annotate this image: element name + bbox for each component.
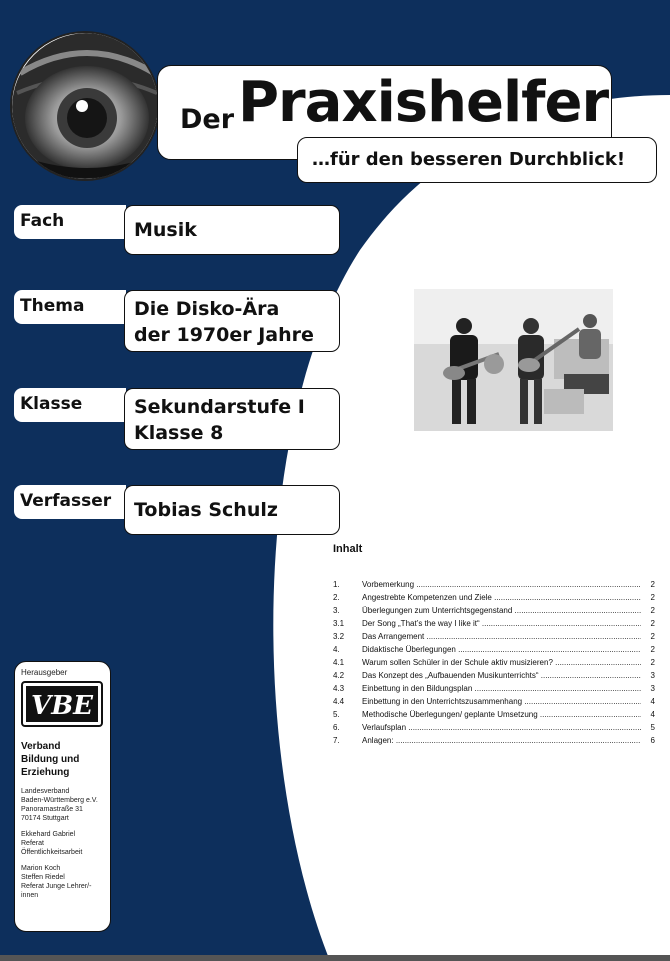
vbe-logo-text: VBE: [31, 691, 93, 721]
toc-page: 2: [650, 645, 655, 654]
toc-row: [333, 591, 655, 604]
toc-row: [333, 734, 655, 747]
toc-num: 4.: [333, 645, 340, 654]
toc-row: [333, 643, 655, 656]
toc-title: Inhalt: [333, 543, 363, 555]
thema-value-line-2: der 1970er Jahre: [134, 324, 314, 346]
toc-page: 6: [650, 736, 655, 745]
org-name-line: Verband: [21, 741, 61, 752]
contact-line: Steffen Riedel: [21, 874, 65, 881]
title-prefix: Der: [180, 104, 235, 135]
thema-value-line-1: Die Disko-Ära: [134, 298, 280, 320]
toc-label: Anlagen: .....: [362, 734, 641, 747]
toc-row: [333, 695, 655, 708]
toc-row: [333, 656, 655, 669]
toc-num: 7.: [333, 736, 340, 745]
toc-row: [333, 682, 655, 695]
toc-page: 3: [650, 671, 655, 680]
address-line: Landesverband: [21, 788, 70, 795]
toc-label: Methodische Überlegungen/ geplante Umsetzung .....: [362, 708, 641, 721]
toc-num: 1.: [333, 580, 340, 589]
toc-num: 4.1: [333, 658, 345, 667]
toc-num: 3.1: [333, 619, 345, 628]
toc-label: Verlaufsplan .....: [362, 721, 641, 734]
toc-page: 2: [650, 632, 655, 641]
page-title: Praxishelfer: [238, 70, 609, 135]
toc-num: 4.4: [333, 697, 345, 706]
toc-label: Einbettung in den Bildungsplan .....: [362, 682, 641, 695]
toc-page: 2: [650, 580, 655, 589]
verfasser-label: Verfasser: [14, 485, 126, 519]
verfasser-value-box: [124, 485, 340, 535]
toc-page: 2: [650, 658, 655, 667]
toc-page: 4: [650, 697, 655, 706]
toc-label: Vorbemerkung .....: [362, 578, 641, 591]
toc-row: [333, 578, 655, 591]
klasse-value-line-1: Sekundarstufe I: [134, 396, 305, 418]
toc-num: 2.: [333, 593, 340, 602]
address-line: Baden-Württemberg e.V.: [21, 797, 98, 804]
toc-row: [333, 721, 655, 734]
eye-image: [10, 31, 160, 181]
toc-page: 2: [650, 593, 655, 602]
toc-num: 5.: [333, 710, 340, 719]
footer-bar: [0, 955, 670, 961]
contact-line: Öffentlichkeitsarbeit: [21, 849, 83, 856]
toc-page: 2: [650, 619, 655, 628]
toc-num: 4.2: [333, 671, 345, 680]
thema-value-box: [124, 290, 340, 352]
fach-label: Fach: [14, 205, 126, 239]
toc-num: 6.: [333, 723, 340, 732]
toc-label: Das Konzept des „Aufbauenden Musikunterrichts“ .....: [362, 669, 641, 682]
toc-num: 3.: [333, 606, 340, 615]
klasse-label: Klasse: [14, 388, 126, 422]
verfasser-value: Tobias Schulz: [134, 499, 278, 521]
toc-label: Einbettung in den Unterrichtszusammenhang .....: [362, 695, 641, 708]
fach-value-box: [124, 205, 340, 255]
toc-row: [333, 604, 655, 617]
toc-page: 3: [650, 684, 655, 693]
thema-label: Thema: [14, 290, 126, 324]
toc-row: [333, 669, 655, 682]
org-name-line: Bildung und: [21, 754, 80, 765]
publisher-label: Herausgeber: [21, 668, 68, 677]
toc-label: Der Song „That’s the way I like it“ .....: [362, 617, 641, 630]
toc-row: [333, 708, 655, 721]
toc-label: Überlegungen zum Unterrichtsgegenstand .....: [362, 604, 641, 617]
toc-num: 3.2: [333, 632, 345, 641]
org-name-line: Erziehung: [21, 767, 70, 778]
klasse-value-line-2: Klasse 8: [134, 422, 224, 444]
subtitle: …für den besseren Durchblick!: [312, 149, 626, 170]
toc-label: Warum sollen Schüler in der Schule aktiv musizieren? .....: [362, 656, 641, 669]
toc-page: 4: [650, 710, 655, 719]
klasse-value-box: [124, 388, 340, 450]
toc-row: [333, 630, 655, 643]
fach-value: Musik: [134, 219, 197, 241]
toc-label: Angestrebte Kompetenzen und Ziele .....: [362, 591, 641, 604]
toc-label: Didaktische Überlegungen .....: [362, 643, 641, 656]
contact-line: Referat Junge Lehrer/-: [21, 883, 92, 890]
address-line: Panoramastraße 31: [21, 806, 83, 813]
toc-page: 5: [650, 723, 655, 732]
table-of-contents: [333, 578, 655, 747]
toc-page: 2: [650, 606, 655, 615]
address-line: 70174 Stuttgart: [21, 815, 69, 822]
contact-line: Ekkehard Gabriel: [21, 831, 76, 838]
subtitle-box: [297, 137, 657, 183]
vbe-logo: [21, 681, 103, 727]
toc-num: 4.3: [333, 684, 345, 693]
contact-line: Marion Koch: [21, 865, 61, 872]
toc-row: [333, 617, 655, 630]
contact-line: innen: [21, 892, 39, 899]
toc-label: Das Arrangement .....: [362, 630, 641, 643]
publisher-box: [14, 661, 111, 932]
contact-line: Referat: [21, 840, 44, 847]
band-photo: [414, 289, 613, 431]
